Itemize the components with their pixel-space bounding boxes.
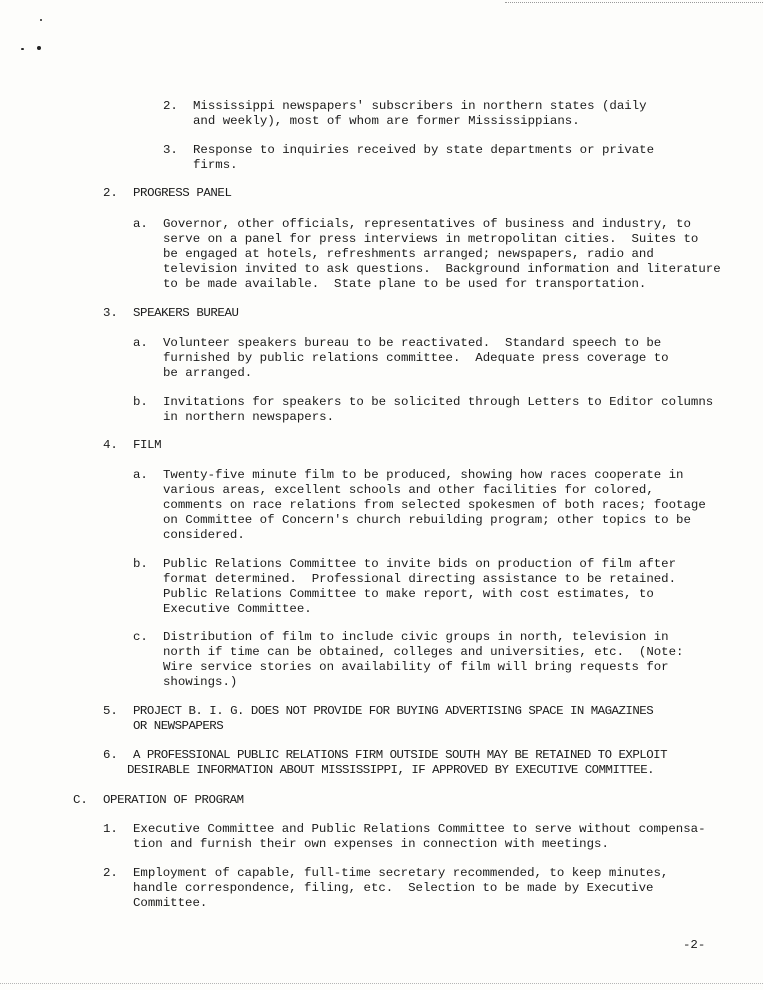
- list-item-text: Volunteer speakers bureau to be reactivated. Standard speech to be: [163, 336, 662, 350]
- list-item-label: b.: [133, 557, 148, 571]
- list-item-text: Twenty-five minute film to be produced, showing how races cooperate in: [163, 468, 684, 482]
- section-heading-continued: DESIRABLE INFORMATION ABOUT MISSISSIPPI, IF APPROVED BY EXECUTIVE COMMITTEE.: [127, 763, 655, 777]
- list-item-label: a.: [133, 336, 148, 350]
- list-item-text: handle correspondence, filing, etc. Selection to be made by Executive: [133, 881, 654, 895]
- list-item-label: b.: [133, 395, 148, 409]
- bottom-dotted-edge: [0, 983, 763, 984]
- section-heading-pr-firm: A PROFESSIONAL PUBLIC RELATIONS FIRM OUTSIDE SOUTH MAY BE RETAINED TO EXPLOIT: [133, 748, 668, 762]
- list-item-text: Mississippi newspapers' subscribers in northern states (daily: [193, 99, 647, 113]
- page-number: -2-: [683, 938, 706, 952]
- list-item-text: Employment of capable, full-time secretary recommended, to keep minutes,: [133, 866, 669, 880]
- section-number: 2.: [103, 186, 118, 200]
- section-heading-film: FILM: [133, 438, 162, 452]
- list-item-text: Executive Committee.: [163, 602, 312, 616]
- list-item-text: tion and furnish their own expenses in connection with meetings.: [133, 837, 609, 851]
- scan-speck: [21, 48, 24, 50]
- list-item-text: on Committee of Concern's church rebuilding program; other topics to be: [163, 513, 691, 527]
- list-item-text: Public Relations Committee to invite bids on production of film after: [163, 557, 677, 571]
- list-item-text: various areas, excellent schools and other facilities for colored,: [163, 483, 654, 497]
- list-item-text: be engaged at hotels, refreshments arranged; newspapers, radio and: [163, 247, 654, 261]
- list-item-text: in northern newspapers.: [163, 410, 335, 424]
- list-item-label: 2.: [163, 99, 178, 113]
- list-item-text: showings.): [163, 675, 238, 689]
- list-item-text: serve on a panel for press interviews in metropolitan cities. Suites to: [163, 232, 699, 246]
- list-item-text: television invited to ask questions. Background information and literature: [163, 262, 721, 276]
- list-item-text: Response to inquiries received by state departments or private: [193, 143, 655, 157]
- list-item-text: Distribution of film to include civic groups in north, television in: [163, 630, 669, 644]
- list-item-text: Committee.: [133, 896, 208, 910]
- list-item-label: a.: [133, 217, 148, 231]
- list-item-label: a.: [133, 468, 148, 482]
- section-heading-speakers-bureau: SPEAKERS BUREAU: [133, 306, 239, 320]
- section-heading-operation-of-program: OPERATION OF PROGRAM: [103, 793, 244, 807]
- scan-speck: [37, 46, 41, 50]
- section-heading-continued: OR NEWSPAPERS: [133, 719, 224, 733]
- section-number: 3.: [103, 306, 118, 320]
- section-number: 4.: [103, 438, 118, 452]
- list-item-text: north if time can be obtained, colleges and universities, etc. (Note:: [163, 645, 684, 659]
- list-item-text: Invitations for speakers to be solicited through Letters to Editor columns: [163, 395, 714, 409]
- list-item-text: considered.: [163, 528, 245, 542]
- section-number: 5.: [103, 704, 118, 718]
- list-item-text: to be made available. State plane to be used for transportation.: [163, 277, 647, 291]
- list-item-label: 1.: [103, 822, 118, 836]
- list-item-text: comments on race relations from selected spokesmen of both races; footage: [163, 498, 706, 512]
- list-item-text: Governor, other officials, representatives of business and industry, to: [163, 217, 691, 231]
- list-item-text: format determined. Professional directing assistance to be retained.: [163, 572, 677, 586]
- list-item-text: furnished by public relations committee. Adequate press coverage to: [163, 351, 669, 365]
- list-item-text: be arranged.: [163, 366, 253, 380]
- section-heading-no-advertising: PROJECT B. I. G. DOES NOT PROVIDE FOR BUYING ADVERTISING SPACE IN MAGAZINES: [133, 704, 654, 718]
- list-item-text: Wire service stories on availability of film will bring requests for: [163, 660, 669, 674]
- section-heading-progress-panel: PROGRESS PANEL: [133, 186, 232, 200]
- section-number: 6.: [103, 748, 118, 762]
- list-item-text: and weekly), most of whom are former Mississippians.: [193, 114, 580, 128]
- list-item-text: Public Relations Committee to make report, with cost estimates, to: [163, 587, 654, 601]
- list-item-text: firms.: [193, 158, 238, 172]
- list-item-text: Executive Committee and Public Relations Committee to serve without compensa-: [133, 822, 706, 836]
- scan-speck: [40, 19, 42, 21]
- list-item-label: 2.: [103, 866, 118, 880]
- list-item-label: 3.: [163, 143, 178, 157]
- section-letter: C.: [73, 793, 88, 807]
- list-item-label: c.: [133, 630, 148, 644]
- top-dotted-edge: [505, 2, 763, 3]
